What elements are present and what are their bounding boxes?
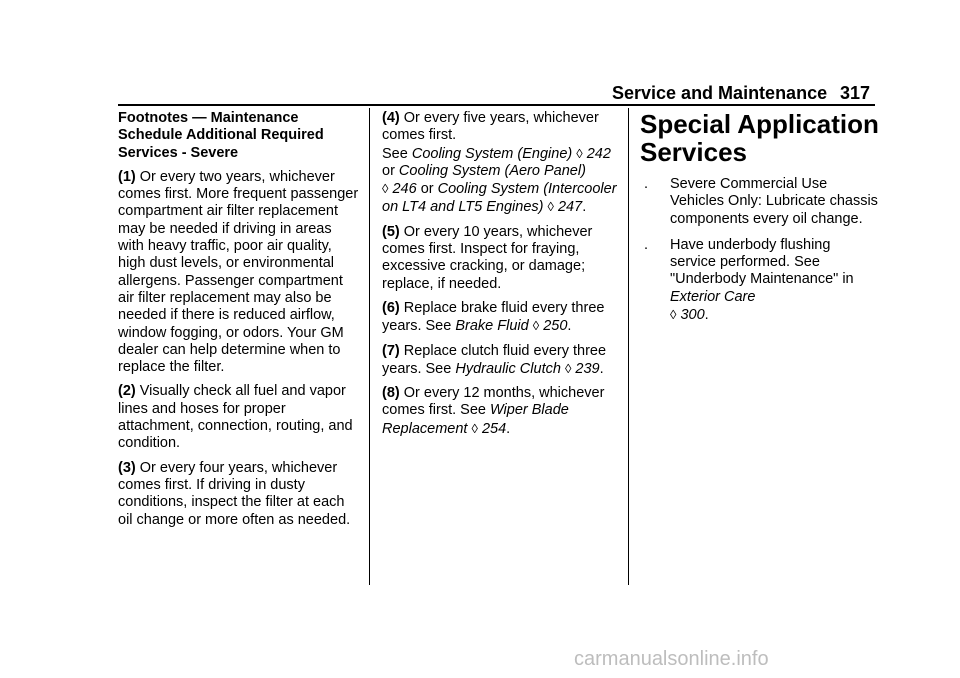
page-ref-254[interactable]: 254 xyxy=(481,420,507,437)
services-list xyxy=(640,176,880,324)
list-item: . Have underbody flushing service performed. See "Underbody Maintenance" in Exterior Care ◊ 300. xyxy=(644,236,854,324)
column-middle xyxy=(382,110,622,445)
page-ref-239[interactable]: 239 xyxy=(575,360,600,377)
footnote-8-number: (8) xyxy=(382,385,400,402)
footnote-1 xyxy=(118,169,360,377)
page-ref-arrow-icon: ◊ xyxy=(532,318,540,334)
footnote-5-text: Or every 10 years, whichever comes first. Inspect for fraying, excessive cracking, or damage; replace, if needed. xyxy=(382,223,593,292)
bullet-1-text: Severe Commercial Use Vehicles Only: Lubricate chassis components every oil change. xyxy=(670,176,878,227)
page-ref-247[interactable]: 247 xyxy=(557,199,583,216)
footnote-4-number: (4) xyxy=(382,110,400,126)
footnote-2-number: (2) xyxy=(118,383,136,400)
page-ref-arrow-icon: ◊ xyxy=(576,145,583,161)
footnote-5-number: (5) xyxy=(382,223,400,240)
footnote-4-text: Or every five years, whichever comes first. xyxy=(382,110,599,144)
footnote-7: (7) Replace clutch fluid every three years. See Hydraulic Clutch ◊ 239. xyxy=(382,342,607,377)
link-cooling-system-engine[interactable]: Cooling System (Engine) xyxy=(411,145,573,162)
page-ref-arrow-icon: ◊ xyxy=(670,307,677,323)
page-ref-arrow-icon: ◊ xyxy=(547,199,554,215)
page-header-title: Service and Maintenance xyxy=(612,83,828,103)
footnote-4: (4) Or every five years, whichever comes first. See Cooling System (Engine) ◊ 242 or Cooling System (Aero Panel) ◊ 246 or Cooling System (Intercooler on LT4 and LT5 Engines) ◊ 247. xyxy=(382,110,617,216)
bullet-icon: . xyxy=(644,176,649,192)
page-ref-246[interactable]: 246 xyxy=(392,181,417,198)
footnote-8: (8) Or every 12 months, whichever comes first. See Wiper Blade Replacement ◊ 254. xyxy=(382,385,605,437)
page-ref-300[interactable]: 300 xyxy=(680,307,705,324)
footnote-4-or-1: or xyxy=(382,162,399,179)
footnotes-heading: Footnotes — Maintenance Schedule Additional Required Services - Severe xyxy=(118,110,324,161)
page-number: 317 xyxy=(840,83,871,103)
footnote-3-number: (3) xyxy=(118,459,136,476)
bullet-2-text: Have underbody flushing service performed. See "Underbody Maintenance" in xyxy=(670,236,854,288)
link-brake-fluid[interactable]: Brake Fluid xyxy=(455,318,529,335)
page-ref-arrow-icon: ◊ xyxy=(382,181,389,197)
link-wiper-blade-replacement[interactable]: Wiper Blade Replacement xyxy=(382,402,569,437)
footnote-8-text: Or every 12 months, whichever comes first. See xyxy=(382,385,605,419)
column-divider-2 xyxy=(628,108,629,585)
link-cooling-system-aero-panel[interactable]: Cooling System (Aero Panel) xyxy=(398,162,586,179)
link-hydraulic-clutch[interactable]: Hydraulic Clutch xyxy=(455,360,561,377)
footnote-6: (6) Replace brake fluid every three years. See Brake Fluid ◊ 250. xyxy=(382,299,605,335)
page-ref-250[interactable]: 250 xyxy=(543,318,568,335)
header-rule xyxy=(118,104,875,106)
column-divider-1 xyxy=(369,108,370,585)
footnote-6-number: (6) xyxy=(382,299,400,316)
bullet-icon: . xyxy=(644,236,649,253)
footnote-6-text: Replace brake fluid every three years. See xyxy=(382,299,605,335)
footnote-4-see: See xyxy=(382,145,412,162)
link-exterior-care[interactable]: Exterior Care xyxy=(670,288,756,305)
footnote-5 xyxy=(382,224,622,293)
column-right xyxy=(640,110,880,333)
watermark: carmanualsonline.info xyxy=(574,648,769,670)
footnote-3 xyxy=(118,460,360,529)
section-title: Special Application Services xyxy=(640,109,879,167)
footnote-2 xyxy=(118,383,360,452)
list-item xyxy=(640,176,880,228)
footnote-1-text: Or every two years, whichever comes first. More frequent passenger compartment air filter replacement may be needed if driving in areas with heavy traffic, poor air quality, high dust levels, or environmental allergens. Passenger compartment air filter replacement may also be needed if there is reduced airflow, window fogging, or odors. Your GM dealer can help determine when to replace the filter. xyxy=(118,168,359,376)
footnote-1-number: (1) xyxy=(118,168,136,185)
page-ref-arrow-icon: ◊ xyxy=(471,420,478,436)
link-cooling-system-intercooler[interactable]: Cooling System (Intercooler on LT4 and LT5 Engines) xyxy=(382,181,617,216)
footnote-7-text: Replace clutch fluid every three years. See xyxy=(382,342,607,377)
footnote-2-text: Visually check all fuel and vapor lines and hoses for proper attachment, connection, routing, and condition. xyxy=(118,383,353,452)
footnote-7-number: (7) xyxy=(382,342,400,359)
footnote-3-text: Or every four years, whichever comes first. If driving in dusty conditions, inspect the filter at each oil change or more often as needed. xyxy=(118,459,351,528)
page-ref-arrow-icon: ◊ xyxy=(564,360,572,376)
page-ref-242[interactable]: 242 xyxy=(586,145,611,162)
column-left xyxy=(118,110,360,536)
footnote-4-or-2: or xyxy=(416,181,438,198)
